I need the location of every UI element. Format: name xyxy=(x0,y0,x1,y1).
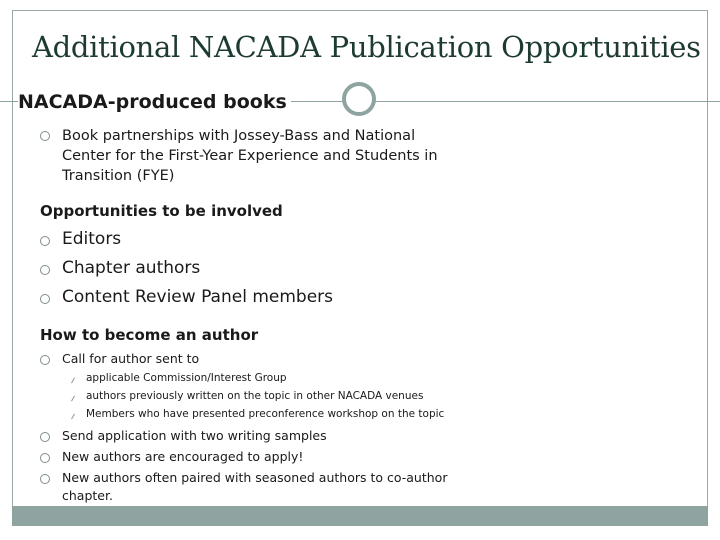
intro-bullet xyxy=(62,126,438,186)
author-heading: How to become an author xyxy=(40,326,259,344)
ring-bullet-icon xyxy=(40,265,50,275)
section-title: NACADA-produced books xyxy=(18,91,291,113)
author-item: New authors are encouraged to apply! xyxy=(62,449,304,464)
footer-bar xyxy=(12,506,708,526)
author-item: Send application with two writing samples xyxy=(62,428,327,443)
ring-bullet-icon xyxy=(40,474,50,484)
intro-line: Book partnerships with Jossey-Bass and National xyxy=(62,128,416,144)
ring-bullet-icon xyxy=(40,453,50,463)
involved-heading: Opportunities to be involved xyxy=(40,202,283,220)
call-subitem: applicable Commission/Interest Group xyxy=(86,372,287,384)
intro-line: Transition (FYE) xyxy=(62,168,175,184)
call-for-author: Call for author sent to xyxy=(62,351,200,366)
ring-bullet-icon xyxy=(40,131,50,141)
author-item-continuation: chapter. xyxy=(62,488,113,503)
author-item: New authors often paired with seasoned authors to co-author xyxy=(62,470,448,485)
call-subitem: authors previously written on the topic in other NACADA venues xyxy=(86,390,424,402)
ring-bullet-icon xyxy=(40,355,50,365)
involved-item: Content Review Panel members xyxy=(62,287,334,307)
slide-title: Additional NACADA Publication Opportunities xyxy=(32,30,701,64)
involved-item: Editors xyxy=(62,229,122,249)
ring-bullet-icon xyxy=(40,294,50,304)
ring-bullet-icon xyxy=(40,432,50,442)
ring-bullet-icon xyxy=(40,236,50,246)
call-subitem: Members who have presented preconference workshop on the topic xyxy=(86,408,445,420)
intro-line: Center for the First-Year Experience and Students in xyxy=(62,148,438,164)
circle-ornament-icon xyxy=(342,82,376,116)
involved-item: Chapter authors xyxy=(62,258,201,278)
